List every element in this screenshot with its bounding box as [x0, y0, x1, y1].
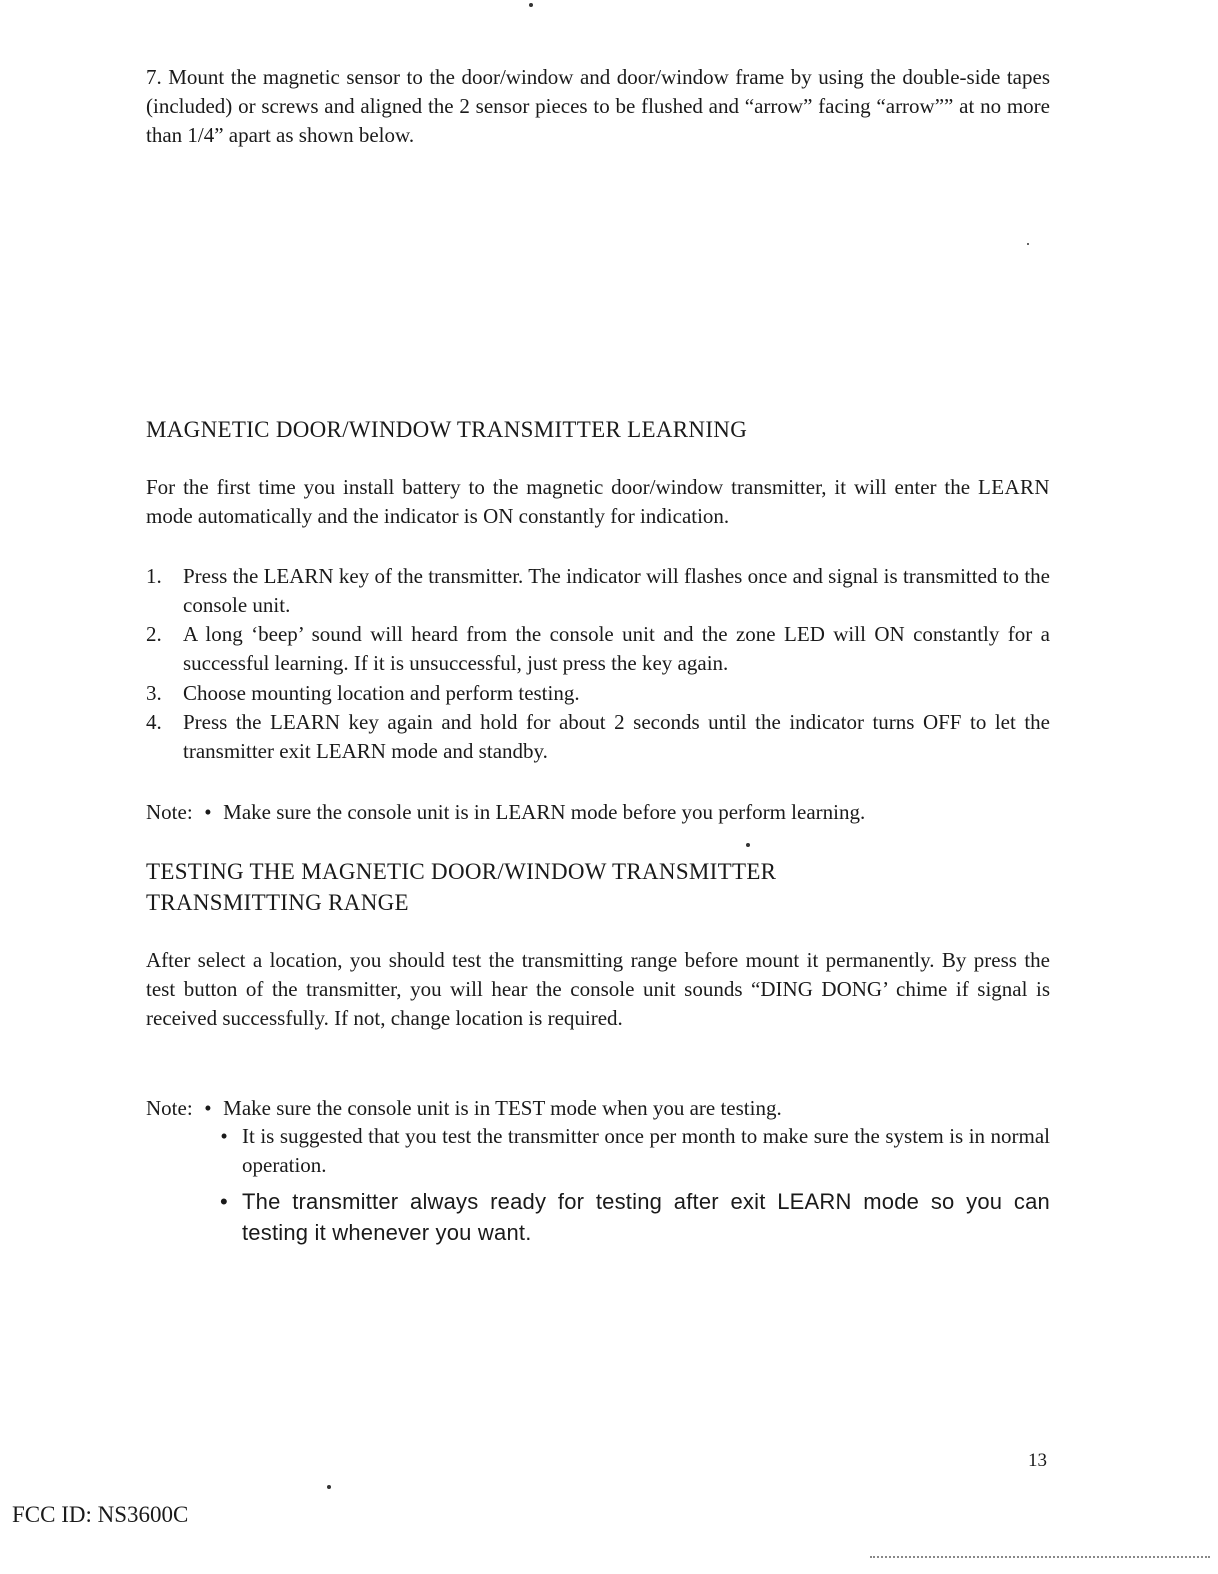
learning-step-2	[146, 620, 1050, 678]
note-label: Note:	[146, 1096, 193, 1120]
note-text: The transmitter always ready for testing after exit LEARN mode so you can testing it whenever you want.	[242, 1189, 1050, 1245]
scan-speck	[746, 843, 750, 847]
bullet-icon: •	[220, 1124, 228, 1148]
step-text: Press the LEARN key again and hold for about 2 seconds until the indicator turns OFF to let the transmitter exit LEARN mode and standby.	[183, 710, 1050, 763]
bullet-icon: •	[220, 1189, 228, 1214]
page-number: 13	[1028, 1450, 1047, 1471]
note-label: Note:	[146, 800, 193, 824]
scan-edge-artifact	[870, 1556, 1210, 1560]
scan-speck	[327, 1485, 331, 1489]
fcc-id: FCC ID: NS3600C	[12, 1502, 189, 1527]
learning-step-4	[146, 708, 1050, 766]
scan-speck	[529, 3, 533, 7]
step-number: 2.	[146, 622, 162, 646]
step-text: Choose mounting location and perform testing.	[183, 681, 580, 705]
learning-intro-paragraph	[146, 473, 1050, 531]
step-number: 3.	[146, 681, 162, 705]
testing-paragraph: After select a location, you should test the transmitting range before mount it permanently. By press the test button of the transmitter, you will hear the console unit sounds “DING DONG’ chime if signal is received successfully. If not, change location is required.	[146, 948, 1050, 1030]
learning-intro-text-2: mode automatically and the indicator is ON constantly for indication.	[146, 504, 730, 528]
learning-note	[146, 798, 865, 827]
note-text: Make sure the console unit is in TEST mode when you are testing.	[223, 1096, 782, 1120]
learning-intro-text-1: For the first time you install battery to the magnetic door/window transmitter, it will enter the	[146, 475, 978, 499]
testing-note-2	[214, 1122, 1050, 1180]
testing-heading-line-2: TRANSMITTING RANGE	[146, 890, 409, 915]
scan-speck	[1027, 243, 1029, 245]
note-text: Make sure the console unit is in LEARN mode before you perform learning.	[223, 800, 866, 824]
bullet-icon: •	[204, 800, 212, 824]
learn-keyword: LEARN	[978, 475, 1050, 499]
learning-step-3	[146, 679, 1050, 708]
step-number: 1.	[146, 564, 162, 588]
step-text: A long ‘beep’ sound will heard from the console unit and the zone LED will ON constantly for a successful learning. If it is unsuccessful, just press the key again.	[183, 622, 1050, 675]
testing-note-3	[214, 1186, 1050, 1248]
learning-heading: MAGNETIC DOOR/WINDOW TRANSMITTER LEARNING	[146, 417, 748, 442]
step-7-paragraph: 7. Mount the magnetic sensor to the door/window and door/window frame by using the double-side tapes (included) or screws and aligned the 2 sensor pieces to be flushed and “arrow” facing “arrow”” at no more than 1/4” apart as shown below.	[146, 65, 1050, 147]
learning-step-1	[146, 562, 1050, 620]
bullet-icon: •	[204, 1096, 212, 1120]
step-number: 4.	[146, 710, 162, 734]
step-text: Press the LEARN key of the transmitter. The indicator will flashes once and signal is transmitted to the console unit.	[183, 564, 1050, 617]
testing-heading-line-1: TESTING THE MAGNETIC DOOR/WINDOW TRANSMITTER	[146, 859, 777, 884]
note-text: It is suggested that you test the transmitter once per month to make sure the system is in normal operation.	[242, 1124, 1050, 1177]
testing-note-1	[146, 1094, 782, 1123]
